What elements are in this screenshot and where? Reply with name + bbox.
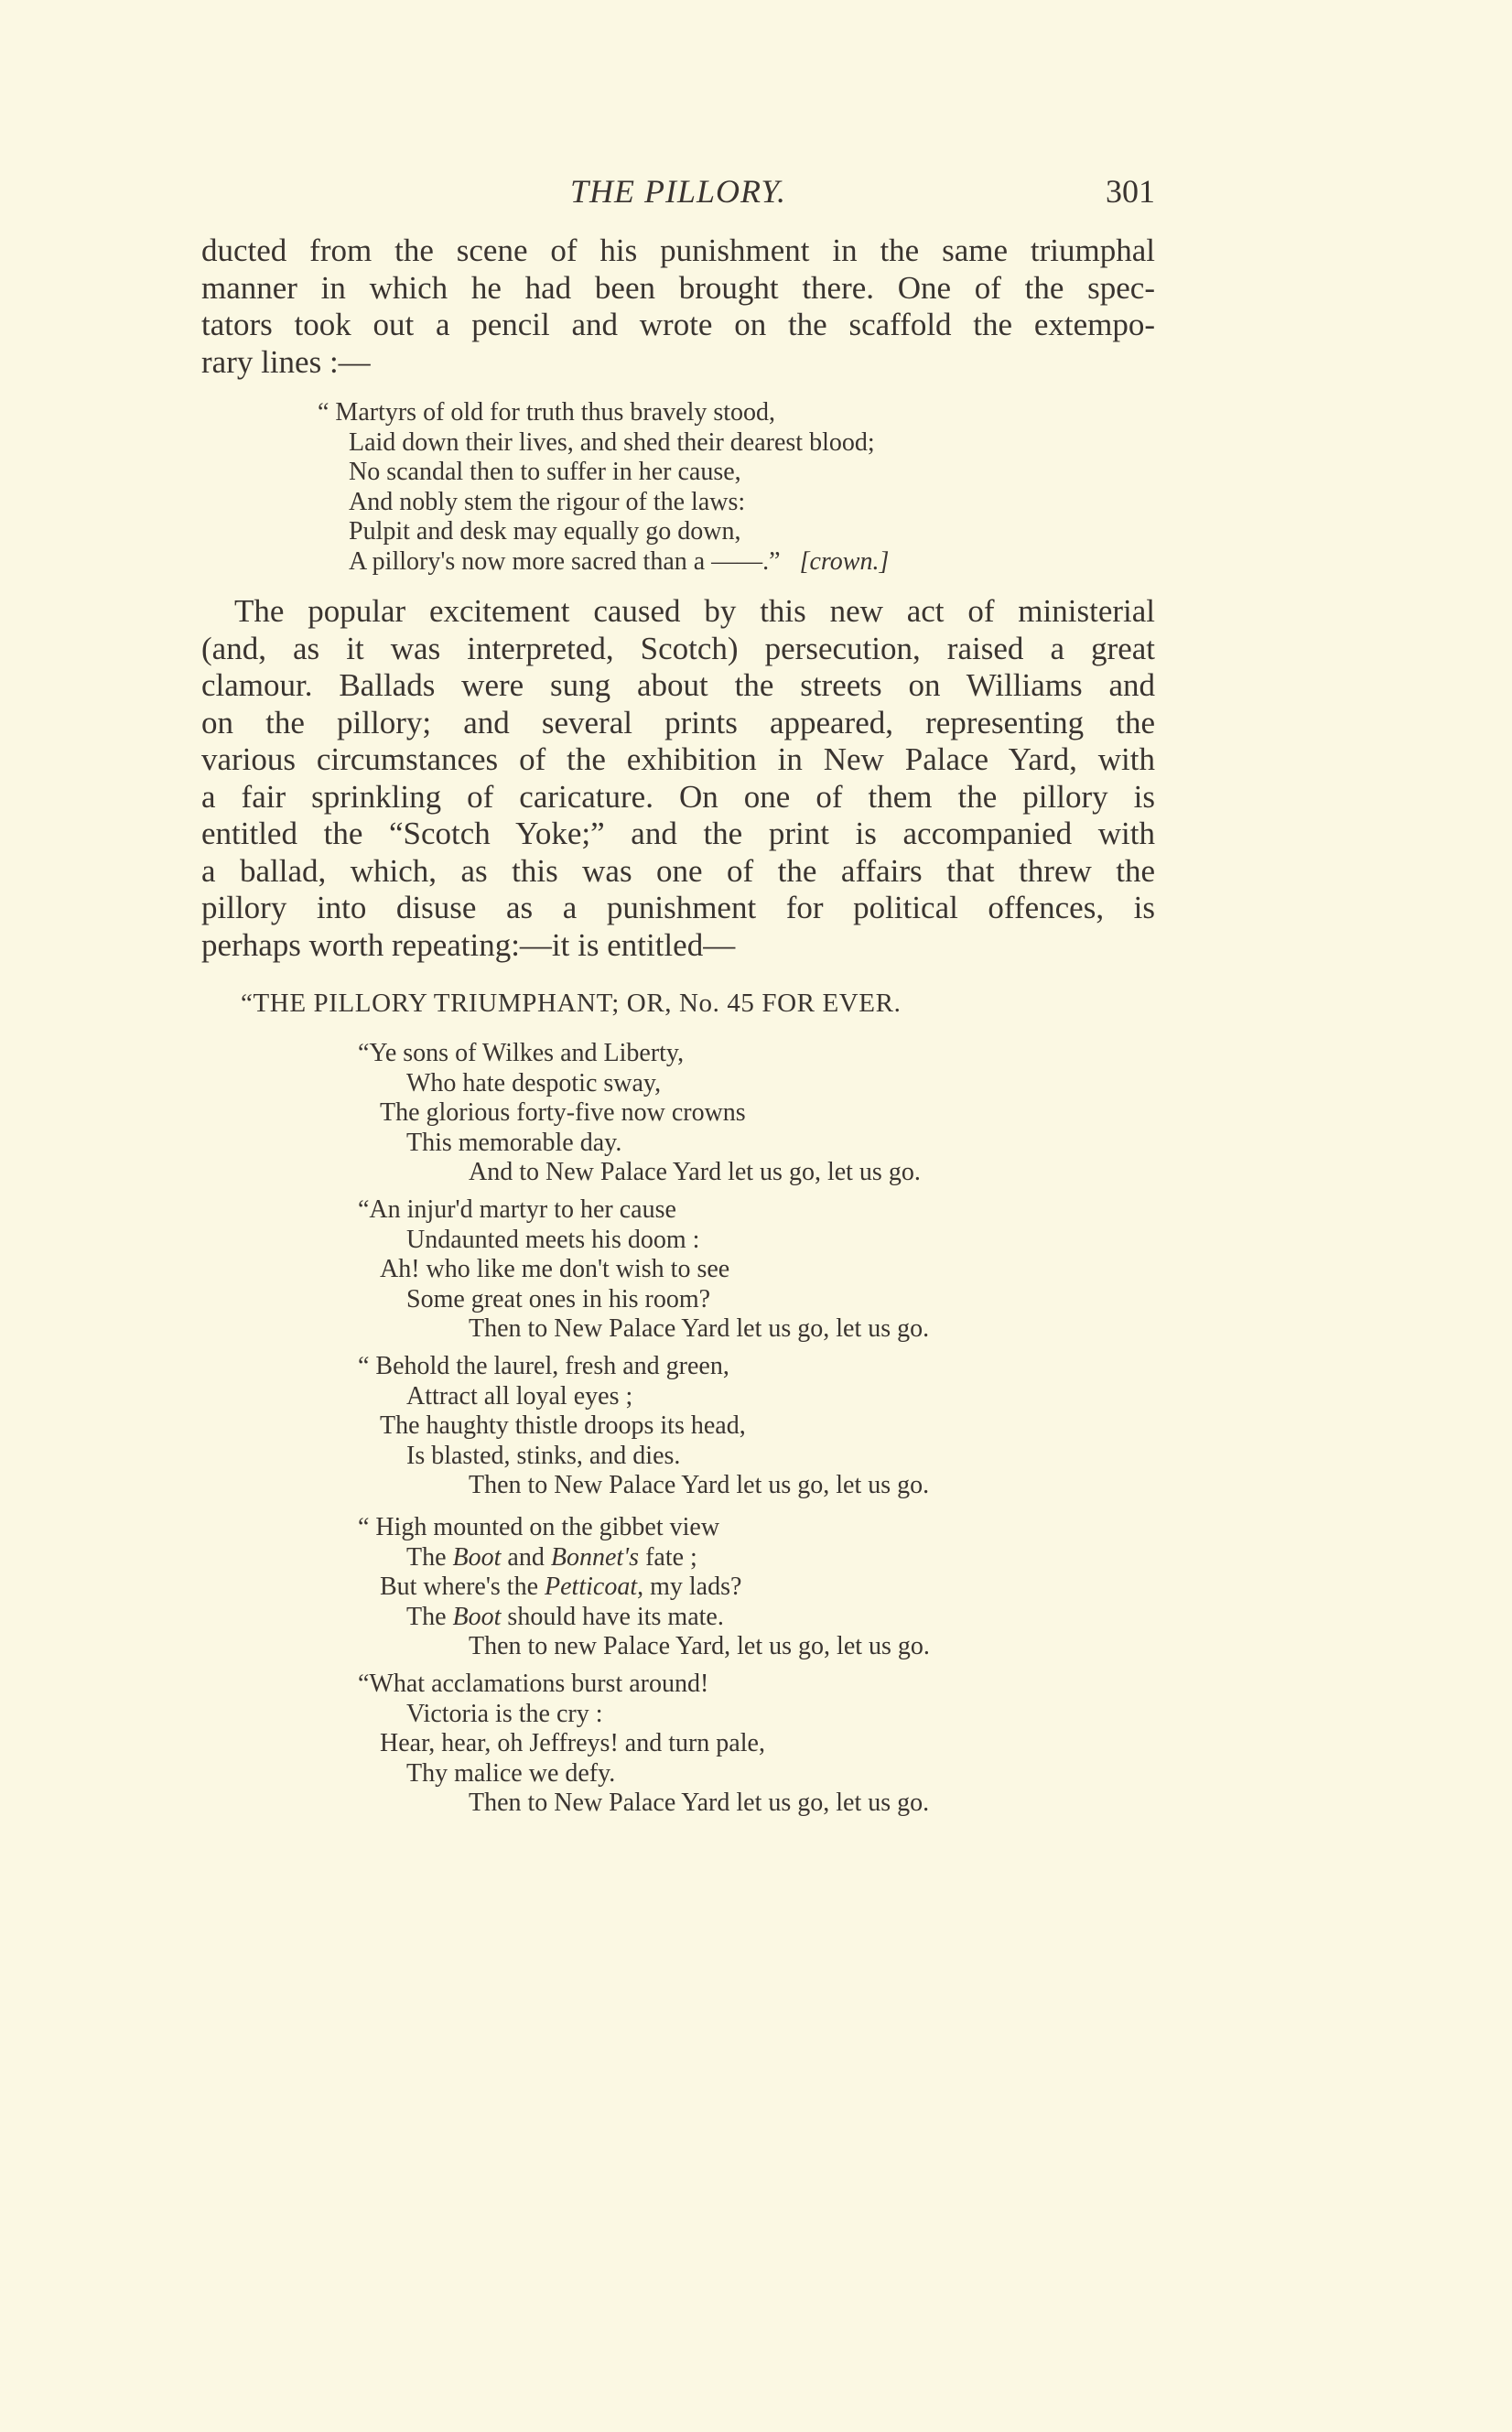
ballad-stanza [358, 1352, 929, 1501]
italic-text: Bonnet's [550, 1542, 640, 1572]
text-line: manner in which he had been brought there. One of the spec- [201, 269, 1155, 306]
ballad-stanza [358, 1195, 929, 1345]
poem-line [358, 1543, 930, 1573]
poem-line: Laid down their lives, and shed their dearest blood; [349, 427, 875, 457]
text: fate ; [639, 1542, 697, 1572]
page-number: 301 [1106, 173, 1155, 210]
italic-text: Petticoat [545, 1573, 638, 1601]
text: But where's the [380, 1573, 545, 1601]
text-line: perhaps worth repeating:—it is entitled— [201, 926, 736, 963]
quoted-poem [318, 398, 889, 577]
poem-line [358, 1573, 930, 1603]
text: and [501, 1542, 551, 1572]
text-line: various circumstances of the exhibition in New Palace Yard, with [201, 741, 1155, 777]
refrain-line: Then to New Palace Yard let us go, let us go. [469, 1314, 930, 1343]
ballad-stanza [358, 1513, 930, 1662]
poem-line: This memorable day. [406, 1128, 622, 1157]
poem-line: Pulpit and desk may equally go down, [349, 517, 741, 546]
text: The [406, 1602, 453, 1631]
poem-line: “An injur'd martyr to her cause [358, 1195, 676, 1224]
running-head-title: THE PILLORY. [569, 173, 787, 210]
poem-line: “ Martyrs of old for truth thus bravely stood, [318, 398, 776, 427]
text-line: (and, as it was interpreted, Scotch) persecution, raised a great [201, 630, 1155, 666]
text-line: rary lines :— [201, 343, 371, 380]
text: The [406, 1542, 453, 1572]
poem-line [358, 1603, 930, 1633]
poem-line: Who hate despotic sway, [406, 1068, 662, 1097]
text-line: entitled the “Scotch Yoke;” and the print is accompanied with [201, 816, 1155, 851]
poem-line: “ Behold the laurel, fresh and green, [358, 1352, 729, 1380]
poem-line: And nobly stem the rigour of the laws: [349, 487, 746, 516]
text-line: The popular excitement caused by this new act of ministerial [234, 593, 1155, 629]
text-line: a fair sprinkling of caricature. On one of them the pillory is [201, 778, 1155, 815]
refrain-line: Then to New Palace Yard let us go, let us go. [469, 1789, 930, 1817]
refrain-line: Then to New Palace Yard let us go, let us go. [469, 1471, 930, 1499]
poem-line: “ High mounted on the gibbet view [358, 1513, 720, 1541]
text-line: tators took out a pencil and wrote on the scaffold the extempo- [201, 307, 1155, 342]
ballad-title: “THE PILLORY TRIUMPHANT; OR, No. 45 FOR EVER. [241, 989, 902, 1018]
poem-line: No scandal then to suffer in her cause, [349, 458, 741, 486]
poem-line: Hear, hear, oh Jeffreys! and turn pale, [380, 1729, 765, 1757]
text-line: a ballad, which, as this was one of the affairs that threw the [201, 852, 1155, 889]
poem-line-text: A pillory's now more sacred than a ——.” [349, 546, 781, 576]
refrain-line: Then to new Palace Yard, let us go, let us go. [469, 1632, 930, 1660]
italic-text: Boot [452, 1602, 502, 1631]
italic-text: Boot [452, 1542, 502, 1572]
poem-line: “Ye sons of Wilkes and Liberty, [358, 1039, 685, 1067]
poem-line: Ah! who like me don't wish to see [380, 1255, 730, 1283]
refrain-line: And to New Palace Yard let us go, let us go. [469, 1158, 921, 1186]
poem-line [318, 547, 889, 578]
poem-line: “What acclamations burst around! [358, 1670, 709, 1698]
paragraph [201, 593, 1155, 964]
text: should have its mate. [501, 1602, 724, 1631]
ballad-stanza [358, 1039, 921, 1188]
poem-line: The glorious forty-five now crowns [380, 1098, 746, 1127]
text-line: on the pillory; and several prints appeared, representing the [201, 704, 1155, 740]
text: , my lads? [637, 1573, 742, 1601]
bracket-note: [crown.] [799, 546, 890, 576]
poem-line: Attract all loyal eyes ; [406, 1381, 633, 1411]
text-line: ducted from the scene of his punishment in the same triumphal [201, 232, 1155, 268]
poem-line: Is blasted, stinks, and dies. [406, 1441, 681, 1470]
poem-line: Some great ones in his room? [406, 1284, 711, 1313]
poem-line: The haughty thistle droops its head, [380, 1411, 746, 1440]
running-head [201, 172, 1155, 218]
paragraph [201, 232, 1155, 381]
poem-line: Undaunted meets his doom : [406, 1225, 700, 1254]
poem-line: Victoria is the cry : [406, 1699, 603, 1728]
ballad-stanza [358, 1670, 929, 1819]
text-line: pillory into disuse as a punishment for political offences, is [201, 890, 1155, 925]
text-line: clamour. Ballads were sung about the streets on Williams and [201, 667, 1155, 703]
poem-line: Thy malice we defy. [406, 1758, 616, 1788]
